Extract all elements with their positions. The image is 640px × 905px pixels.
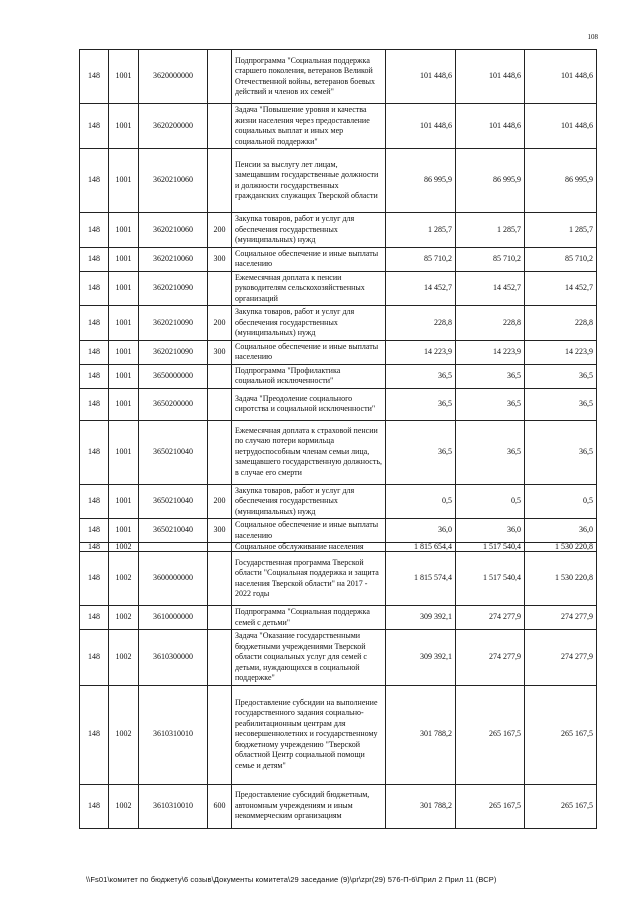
table-row: [80, 606, 597, 630]
cell-section: 1001: [109, 104, 139, 149]
table-row: [80, 149, 597, 213]
cell-ved: 148: [80, 784, 109, 828]
cell-amount-year1: 1 285,7: [386, 213, 456, 248]
cell-amount-year3: 274 277,9: [525, 630, 597, 686]
cell-amount-year2: 0,5: [456, 484, 525, 519]
cell-expense-type: [208, 271, 232, 306]
cell-expense-type: 200: [208, 213, 232, 248]
cell-amount-year3: 228,8: [525, 306, 597, 341]
cell-expense-type: 600: [208, 784, 232, 828]
table-row: [80, 388, 597, 420]
cell-amount-year1: 86 995,9: [386, 149, 456, 213]
table-row: [80, 630, 597, 686]
cell-expense-type: [208, 149, 232, 213]
cell-name: Социальное обслуживание населения: [232, 543, 386, 552]
cell-section: 1002: [109, 784, 139, 828]
cell-section: 1002: [109, 552, 139, 606]
cell-amount-year3: 86 995,9: [525, 149, 597, 213]
cell-amount-year3: 1 285,7: [525, 213, 597, 248]
cell-section: 1001: [109, 271, 139, 306]
cell-name: Ежемесячная доплата к пенсии руководителям сельскохозяйственных организаций: [232, 271, 386, 306]
cell-target-article: 3650210040: [139, 484, 208, 519]
cell-amount-year1: 14 223,9: [386, 340, 456, 364]
cell-target-article: 3620210090: [139, 306, 208, 341]
cell-amount-year3: 36,5: [525, 364, 597, 388]
cell-amount-year3: 1 530 220,8: [525, 552, 597, 606]
cell-amount-year3: 274 277,9: [525, 606, 597, 630]
cell-amount-year1: 14 452,7: [386, 271, 456, 306]
cell-amount-year2: 1 285,7: [456, 213, 525, 248]
cell-amount-year2: 265 167,5: [456, 685, 525, 784]
table-row: [80, 784, 597, 828]
cell-target-article: 3620000000: [139, 50, 208, 104]
cell-amount-year1: 1 815 574,4: [386, 552, 456, 606]
cell-name: Социальное обеспечение и иные выплаты населению: [232, 340, 386, 364]
table-row: [80, 543, 597, 552]
cell-amount-year2: 85 710,2: [456, 247, 525, 271]
cell-section: 1001: [109, 340, 139, 364]
cell-expense-type: [208, 552, 232, 606]
cell-amount-year2: 36,5: [456, 420, 525, 484]
cell-section: 1001: [109, 364, 139, 388]
table-row: [80, 306, 597, 341]
cell-amount-year2: 265 167,5: [456, 784, 525, 828]
cell-amount-year3: 101 448,6: [525, 50, 597, 104]
cell-amount-year3: 36,0: [525, 519, 597, 543]
cell-section: 1001: [109, 484, 139, 519]
cell-amount-year3: 85 710,2: [525, 247, 597, 271]
cell-section: 1002: [109, 630, 139, 686]
cell-target-article: 3620210090: [139, 340, 208, 364]
cell-name: Ежемесячная доплата к страховой пенсии по случаю потери кормильца нетрудоспособным членам семьи лица, замещавшего государственную должность, в случае его смерти: [232, 420, 386, 484]
table-row: [80, 213, 597, 248]
cell-amount-year1: 36,0: [386, 519, 456, 543]
cell-expense-type: [208, 364, 232, 388]
cell-amount-year1: 36,5: [386, 364, 456, 388]
cell-expense-type: [208, 104, 232, 149]
cell-amount-year3: 36,5: [525, 420, 597, 484]
cell-amount-year3: 36,5: [525, 388, 597, 420]
cell-amount-year1: 36,5: [386, 420, 456, 484]
cell-expense-type: [208, 543, 232, 552]
cell-ved: 148: [80, 104, 109, 149]
cell-name: Закупка товаров, работ и услуг для обеспечения государственных (муниципальных) нужд: [232, 484, 386, 519]
cell-amount-year1: 309 392,1: [386, 606, 456, 630]
cell-target-article: 3620210060: [139, 247, 208, 271]
table-row: [80, 104, 597, 149]
cell-section: 1002: [109, 543, 139, 552]
cell-amount-year2: 1 517 540,4: [456, 543, 525, 552]
cell-expense-type: 200: [208, 306, 232, 341]
cell-name: Предоставление субсидий бюджетным, автономным учреждениям и иным некоммерческим организациям: [232, 784, 386, 828]
cell-target-article: 3610310010: [139, 784, 208, 828]
cell-target-article: 3610000000: [139, 606, 208, 630]
cell-expense-type: 200: [208, 484, 232, 519]
cell-expense-type: 300: [208, 340, 232, 364]
cell-amount-year2: 274 277,9: [456, 606, 525, 630]
cell-amount-year2: 274 277,9: [456, 630, 525, 686]
cell-amount-year1: 301 788,2: [386, 685, 456, 784]
cell-amount-year2: 1 517 540,4: [456, 552, 525, 606]
table-row: [80, 50, 597, 104]
cell-amount-year3: 14 223,9: [525, 340, 597, 364]
cell-section: 1002: [109, 606, 139, 630]
cell-target-article: 3620210060: [139, 213, 208, 248]
cell-expense-type: [208, 388, 232, 420]
cell-target-article: 3620210060: [139, 149, 208, 213]
cell-expense-type: [208, 606, 232, 630]
cell-target-article: 3650000000: [139, 364, 208, 388]
cell-expense-type: 300: [208, 247, 232, 271]
budget-table: [79, 49, 597, 829]
cell-amount-year2: 14 223,9: [456, 340, 525, 364]
cell-ved: 148: [80, 306, 109, 341]
cell-section: 1001: [109, 519, 139, 543]
cell-ved: 148: [80, 630, 109, 686]
cell-target-article: 3650210040: [139, 420, 208, 484]
table-row: [80, 271, 597, 306]
cell-name: Задача "Повышение уровня и качества жизни населения через предоставление социальных выплат и иных мер социальной поддержки": [232, 104, 386, 149]
cell-name: Социальное обеспечение и иные выплаты населению: [232, 519, 386, 543]
cell-ved: 148: [80, 606, 109, 630]
cell-amount-year2: 36,5: [456, 364, 525, 388]
cell-target-article: 3650210040: [139, 519, 208, 543]
cell-section: 1001: [109, 213, 139, 248]
cell-name: Предоставление субсидии на выполнение государственного задания социально-реабилитационным центрам для несовершеннолетних и государственному бюджетному учреждению "Тверской областной Центр социальной помощи семье и детям": [232, 685, 386, 784]
cell-target-article: 3610300000: [139, 630, 208, 686]
table-row: [80, 685, 597, 784]
cell-ved: 148: [80, 271, 109, 306]
cell-name: Подпрограмма "Профилактика социальной исключенности": [232, 364, 386, 388]
cell-section: 1001: [109, 306, 139, 341]
cell-name: Закупка товаров, работ и услуг для обеспечения государственных (муниципальных) нужд: [232, 213, 386, 248]
cell-name: Подпрограмма "Социальная поддержка семей с детьми": [232, 606, 386, 630]
cell-section: 1002: [109, 685, 139, 784]
cell-expense-type: [208, 630, 232, 686]
cell-amount-year3: 101 448,6: [525, 104, 597, 149]
table-row: [80, 364, 597, 388]
table-row: [80, 420, 597, 484]
cell-name: Социальное обеспечение и иные выплаты населению: [232, 247, 386, 271]
cell-ved: 148: [80, 149, 109, 213]
cell-target-article: 3620200000: [139, 104, 208, 149]
cell-amount-year2: 36,5: [456, 388, 525, 420]
cell-target-article: [139, 543, 208, 552]
cell-ved: 148: [80, 388, 109, 420]
table-row: [80, 340, 597, 364]
footer-file-path: \\Fs01\комитет по бюджету\6 созыв\Документы комитета\29 заседание (9)\pr\zpr(29) 576-П-6\Прил 2 Прил 11 (ВСР): [86, 875, 497, 884]
table-row: [80, 484, 597, 519]
cell-amount-year2: 36,0: [456, 519, 525, 543]
cell-ved: 148: [80, 484, 109, 519]
cell-amount-year3: 14 452,7: [525, 271, 597, 306]
cell-section: 1001: [109, 149, 139, 213]
cell-target-article: 3620210090: [139, 271, 208, 306]
cell-ved: 148: [80, 420, 109, 484]
table-row: [80, 552, 597, 606]
cell-amount-year1: 101 448,6: [386, 104, 456, 149]
cell-amount-year2: 14 452,7: [456, 271, 525, 306]
cell-amount-year2: 86 995,9: [456, 149, 525, 213]
cell-name: Пенсии за выслугу лет лицам, замещавшим государственные должности и должности государственных гражданских служащих Тверской области: [232, 149, 386, 213]
cell-amount-year3: 0,5: [525, 484, 597, 519]
cell-target-article: 3600000000: [139, 552, 208, 606]
cell-amount-year2: 101 448,6: [456, 50, 525, 104]
cell-name: Государственная программа Тверской области "Социальная поддержка и защита населения Тверской области" на 2017 - 2022 годы: [232, 552, 386, 606]
cell-name: Задача "Оказание государственными бюджетными учреждениями Тверской области социальных услуг для семей с детьми, нуждающихся в социальной поддержке": [232, 630, 386, 686]
cell-amount-year1: 1 815 654,4: [386, 543, 456, 552]
cell-ved: 148: [80, 247, 109, 271]
page-number: 108: [587, 33, 598, 41]
cell-amount-year2: 101 448,6: [456, 104, 525, 149]
table-row: [80, 519, 597, 543]
cell-name: Закупка товаров, работ и услуг для обеспечения государственных (муниципальных) нужд: [232, 306, 386, 341]
cell-amount-year3: 1 530 220,8: [525, 543, 597, 552]
cell-ved: 148: [80, 340, 109, 364]
cell-ved: 148: [80, 213, 109, 248]
cell-section: 1001: [109, 247, 139, 271]
cell-amount-year3: 265 167,5: [525, 685, 597, 784]
cell-ved: 148: [80, 543, 109, 552]
cell-target-article: 3610310010: [139, 685, 208, 784]
cell-section: 1001: [109, 50, 139, 104]
cell-ved: 148: [80, 519, 109, 543]
cell-amount-year1: 85 710,2: [386, 247, 456, 271]
cell-expense-type: [208, 50, 232, 104]
cell-ved: 148: [80, 364, 109, 388]
cell-amount-year1: 36,5: [386, 388, 456, 420]
cell-amount-year1: 0,5: [386, 484, 456, 519]
cell-ved: 148: [80, 50, 109, 104]
cell-ved: 148: [80, 552, 109, 606]
cell-amount-year1: 301 788,2: [386, 784, 456, 828]
cell-target-article: 3650200000: [139, 388, 208, 420]
cell-amount-year1: 101 448,6: [386, 50, 456, 104]
cell-amount-year3: 265 167,5: [525, 784, 597, 828]
cell-name: Задача "Преодоление социального сиротства и социальной исключенности": [232, 388, 386, 420]
cell-expense-type: [208, 685, 232, 784]
cell-amount-year2: 228,8: [456, 306, 525, 341]
cell-ved: 148: [80, 685, 109, 784]
table-row: [80, 247, 597, 271]
cell-section: 1001: [109, 388, 139, 420]
cell-expense-type: [208, 420, 232, 484]
cell-name: Подпрограмма "Социальная поддержка старшего поколения, ветеранов Великой Отечественной войны, ветеранов боевых действий и членов их семей": [232, 50, 386, 104]
table-body: [80, 50, 597, 829]
cell-amount-year1: 309 392,1: [386, 630, 456, 686]
cell-amount-year1: 228,8: [386, 306, 456, 341]
cell-expense-type: 300: [208, 519, 232, 543]
cell-section: 1001: [109, 420, 139, 484]
